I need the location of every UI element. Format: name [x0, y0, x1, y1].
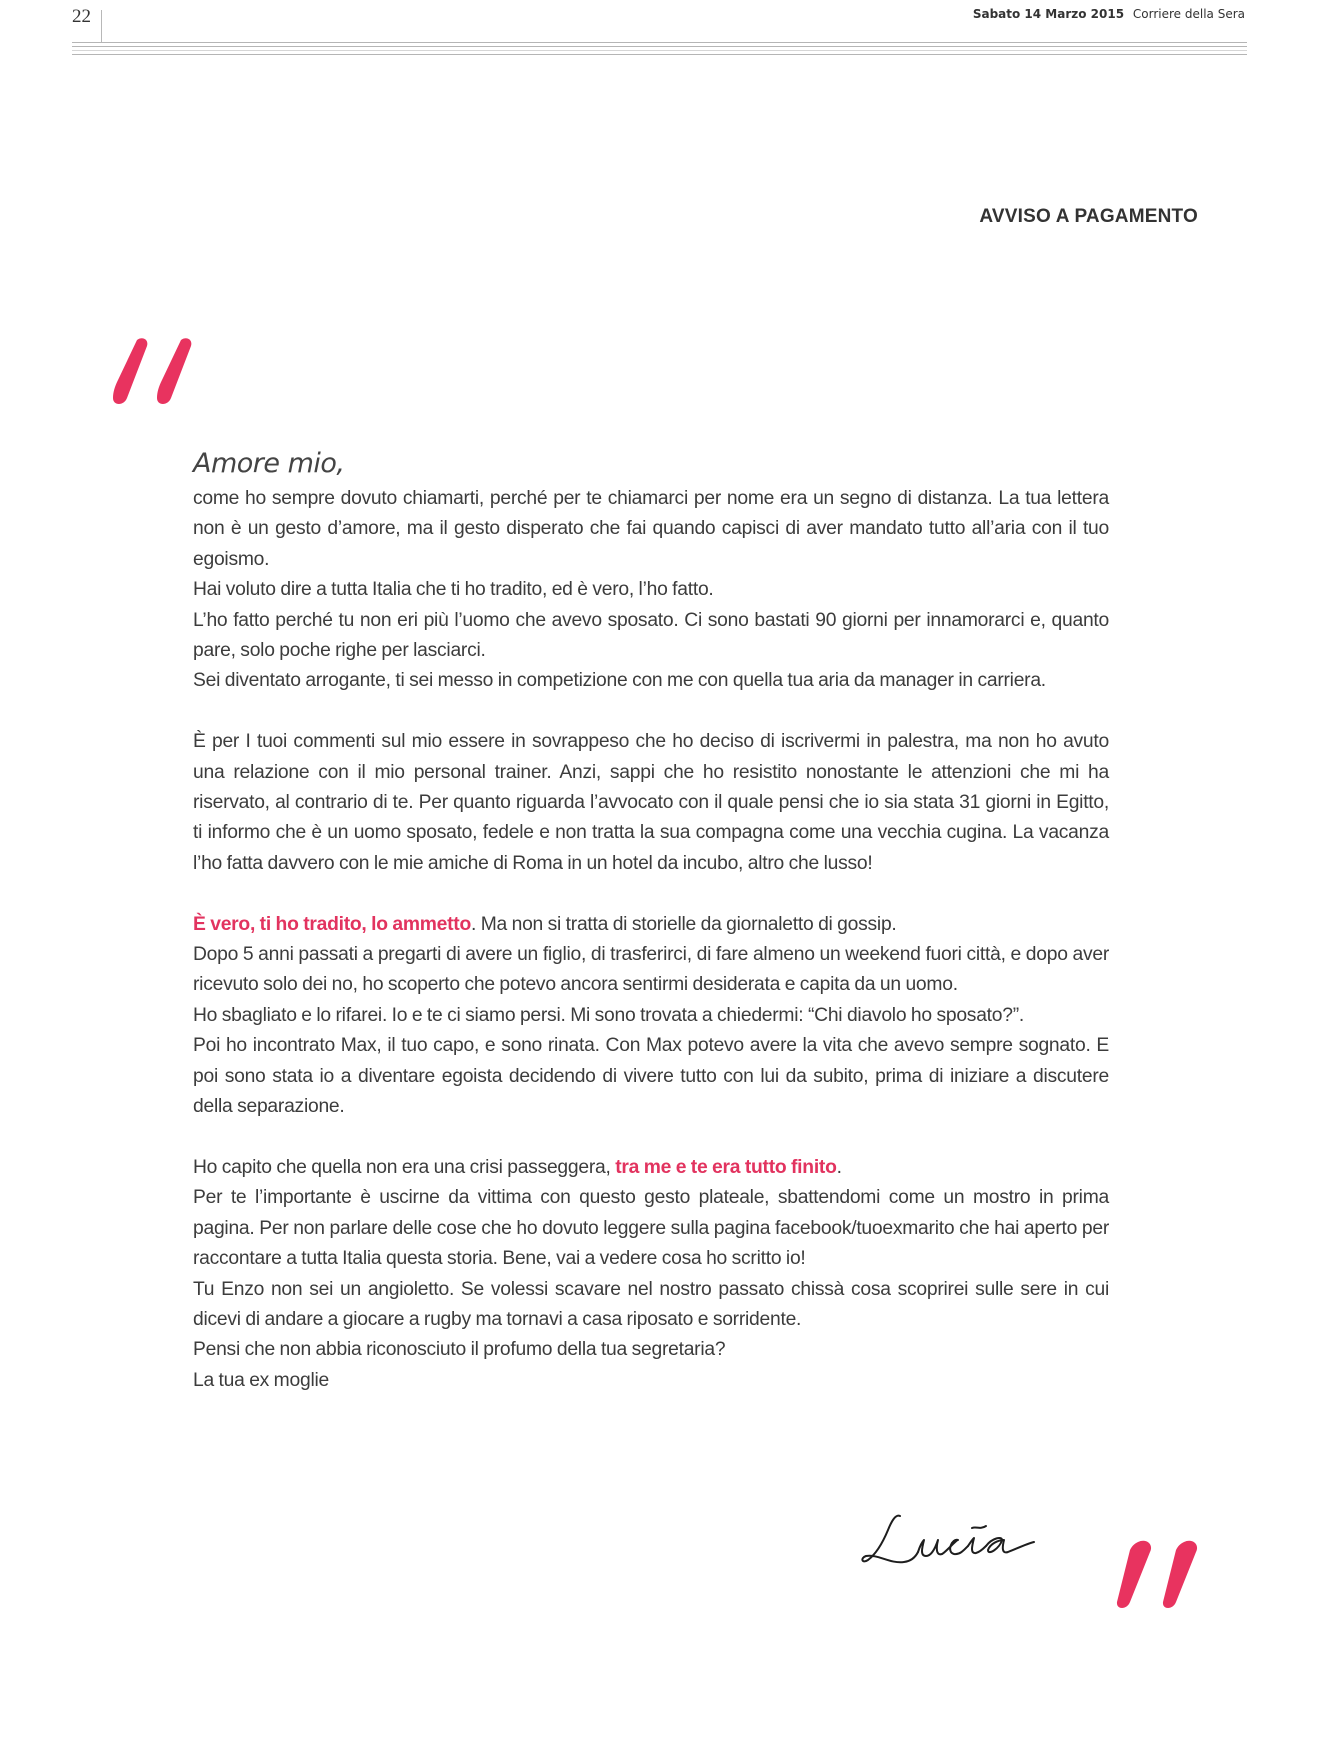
signature-stroke-c: [942, 1540, 968, 1554]
letter-paragraph: Sei diventato arrogante, ti sei messo in competizione con me con quella tua aria da manager in carriera.: [193, 670, 1046, 692]
signature-stroke-u: [918, 1540, 942, 1556]
open-quote-mark-right: [157, 338, 191, 404]
letter-paragraph: Per te l’importante è uscirne da vittima con questo gesto plateale, sbattendomi come un mostro in prima pagina. Per non parlare delle cose che ho dovuto leggere sulla pagina facebook/tuoexmarito che hai aperto per raccontare a tutta Italia questa storia. Bene, vai a vedere cosa ho scritto io!: [193, 1187, 1109, 1270]
issue-date: Sabato 14 Marzo 2015: [972, 7, 1125, 21]
highlight-admission: È vero, ti ho tradito, lo ammetto: [193, 913, 471, 935]
letter-paragraph: Poi ho incontrato Max, il tuo capo, e sono rinata. Con Max potevo avere la vita che avevo sempre sognato. E poi sono stata io a diventare egoista decidendo di vivere tutto con lui da subito, prima di iniziare a discutere della separazione.: [193, 1035, 1109, 1118]
header-rule: [72, 46, 1247, 47]
signature-stroke-a: [986, 1538, 1034, 1552]
signature-lucia: [856, 1508, 1046, 1578]
letter-paragraph: Tu Enzo non sei un angioletto. Se volessi scavare nel nostro passato chissà cosa scoprirei sulle sere in cui dicevi di andare a giocare a rugby ma tornavi a casa riposato e sorridente.: [193, 1278, 1109, 1330]
letter-paragraph: come ho sempre dovuto chiamarti, perché per te chiamarci per nome era un segno di distanza. La tua lettera non è un gesto d’amore, ma il gesto disperato che fai quando capisci di aver mandato tutto all’aria con il tuo egoismo.: [193, 488, 1109, 570]
header-dateline: [973, 7, 1245, 21]
header-rule: [72, 50, 1247, 51]
letter-body: [193, 446, 1109, 1396]
close-quote-icon: [1108, 1540, 1198, 1612]
paragraph-text: . Ma non si tratta di storielle da giornaletto di gossip.: [471, 913, 897, 935]
publication-name: Corriere della Sera: [1132, 7, 1245, 21]
letter-paragraph: Hai voluto dire a tutta Italia che ti ho tradito, ed è vero, l’ho fatto.: [193, 579, 714, 601]
header-rule: [72, 42, 1247, 43]
highlight-ending: tra me e te era tutto finito: [615, 1156, 837, 1178]
paragraph-text: Ho capito che quella non era una crisi passeggera,: [193, 1156, 616, 1178]
signature-stroke-dot: [972, 1526, 986, 1528]
letter-paragraph: [193, 910, 1109, 940]
header-rule: [72, 54, 1247, 55]
close-quote-mark-left: [1117, 1541, 1151, 1608]
letter-paragraph: L’ho fatto perché tu non eri più l’uomo che avevo sposato. Ci sono bastati 90 giorni per innamorarci e, quanto pare, solo poche righe per lasciarci.: [193, 609, 1109, 662]
page-number: 22: [72, 6, 91, 27]
close-quote-mark-right: [1163, 1541, 1197, 1608]
paid-notice-label: AVVISO A PAGAMENTO: [979, 206, 1198, 227]
letter-closing: La tua ex moglie: [193, 1369, 329, 1391]
letter-paragraph: È per I tuoi commenti sul mio essere in sovrappeso che ho deciso di iscrivermi in palestra, ma non ho avuto una relazione con il mio personal trainer. Anzi, sappi che ho resistito nonostante le attenzioni che mi ha riservato, al contrario di te. Per quanto riguarda l’avvocato con il quale pensi che io sia stata 31 giorni in Egitto, ti informo che è un uomo sposato, fedele e non tratta la sua compagna come una vecchia cugina. La vacanza l’ho fatta davvero con le mie amiche di Roma in un hotel da incubo, altro che lusso!: [193, 731, 1109, 874]
open-quote-mark-left: [113, 338, 147, 404]
signature-stroke-l: [862, 1516, 918, 1563]
paragraph-text: .: [836, 1156, 842, 1178]
letter-paragraph: Dopo 5 anni passati a pregarti di avere un figlio, di trasferirci, di fare almeno un weekend fuori città, e dopo aver ricevuto solo dei no, ho scoperto che potevo ancora sentirmi desiderata e capita da un uomo.: [193, 944, 1109, 996]
letter-salutation: Amore mio,: [193, 448, 345, 479]
header-vertical-divider: [101, 10, 102, 42]
signature-stroke-i: [968, 1538, 986, 1553]
letter-paragraph: Pensi che non abbia riconosciuto il profumo della tua segretaria?: [193, 1339, 726, 1361]
letter-paragraph: [193, 1153, 1109, 1183]
open-quote-icon: [107, 336, 197, 408]
letter-paragraph: Ho sbagliato e lo rifarei. Io e te ci siamo persi. Mi sono trovata a chiedermi: “Chi diavolo ho sposato?”.: [193, 1004, 1024, 1026]
header-rules: [72, 42, 1247, 58]
